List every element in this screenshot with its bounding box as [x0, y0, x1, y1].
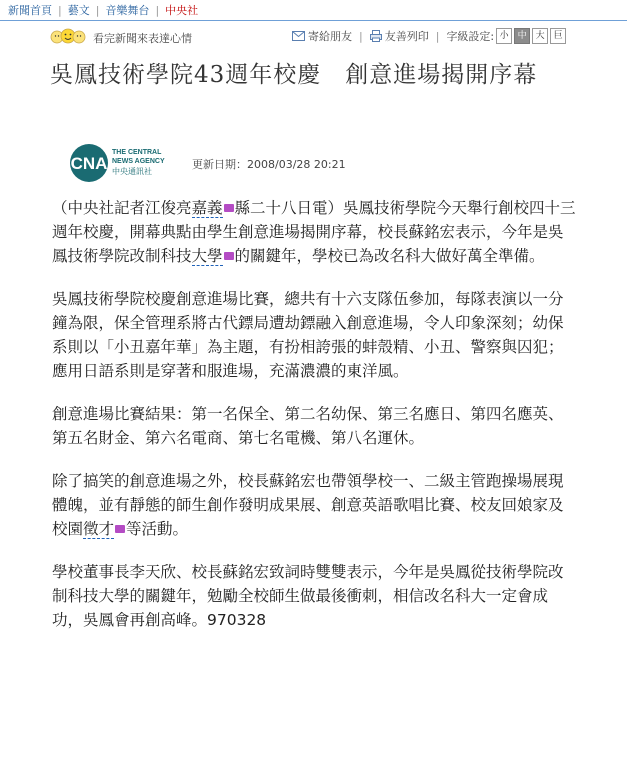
- article-tools: [292, 26, 566, 46]
- keyword-mail-icon[interactable]: [224, 252, 234, 260]
- forward-label: 寄給朋友: [308, 30, 352, 43]
- breadcrumb-separator: |: [58, 3, 62, 17]
- paragraph-text: 等活動。: [126, 520, 189, 538]
- breadcrumb-section[interactable]: 音樂舞台: [105, 4, 150, 17]
- breadcrumb-separator: |: [95, 3, 100, 17]
- printer-icon: [370, 30, 382, 42]
- article-paragraph: [52, 469, 577, 541]
- article-toolbar: [0, 24, 627, 48]
- article-paragraph: 吳鳳技術學院校慶創意進場比賽，總共有十六支隊伍參加，每隊表演以一分鐘為限，保全管理系將古代鏢局遭劫鏢融入創意進場，令人印象深刻；幼保系則以「小丑嘉年華」為主題，有扮相誇張的蚌殼精、小丑、警察與囚犯；應用日語系則是穿著和服進場，充滿濃濃的東洋風。: [52, 290, 564, 380]
- paragraph-text: 的關鍵年，學校已為改名科大做好萬全準備。: [234, 247, 545, 265]
- font-size-huge-button[interactable]: 巨: [550, 28, 566, 44]
- font-size-small-button[interactable]: 小: [496, 28, 512, 44]
- font-size-medium-button[interactable]: 中: [514, 28, 530, 44]
- divider: [0, 20, 627, 21]
- envelope-icon: [292, 31, 305, 41]
- article-paragraph: 學校董事長李天欣、校長蘇銘宏致詞時雙雙表示，今年是吳鳳從技術學院改制科技大學的關鍵年，勉勵全校師生做最後衝刺，相信改名科大一定會成功，吳鳳會再創高峰。970328: [52, 563, 564, 629]
- article-body: [52, 196, 577, 651]
- mood-faces-icon[interactable]: [50, 27, 86, 45]
- logo-text-line1: THE CENTRAL: [112, 149, 162, 156]
- forward-button[interactable]: [292, 28, 352, 44]
- breadcrumb-category[interactable]: 藝文: [67, 4, 90, 17]
- logo-text-cjk: 中央通訊社: [112, 167, 152, 176]
- keyword-link-chiayi[interactable]: 嘉義: [191, 199, 223, 217]
- breadcrumb-separator: |: [155, 3, 160, 17]
- breadcrumb: [8, 2, 198, 18]
- keyword-mail-icon[interactable]: [224, 204, 234, 212]
- article-paragraph: [52, 196, 577, 268]
- update-label: 更新日期：: [192, 158, 247, 171]
- article-headline: 吳鳳技術學院43週年校慶 創意進場揭開序幕: [50, 62, 538, 88]
- keyword-mail-icon[interactable]: [115, 525, 125, 533]
- cna-logo: [68, 142, 172, 184]
- separator: |: [435, 29, 440, 43]
- breadcrumb-home[interactable]: 新聞首頁: [8, 4, 52, 17]
- article-paragraph: 創意進場比賽結果：第一名保全、第二名幼保、第三名應日、第四名應英、第五名財金、第六名電商、第七名電機、第八名運休。: [52, 405, 564, 447]
- paragraph-text: 除了搞笑的創意進場之外，校長蘇銘宏也帶領學校一、二級主管跑操場展現體魄，並有靜態的師生創作發明成果展、創意英語歌唱比賽、校友回娘家及校園: [52, 472, 564, 538]
- keyword-link-university[interactable]: 大學: [191, 247, 223, 265]
- keyword-link-recruitment[interactable]: 徵才: [83, 520, 115, 538]
- print-label: 友善列印: [384, 30, 429, 43]
- font-size-large-button[interactable]: 大: [532, 28, 548, 44]
- breadcrumb-current[interactable]: 中央社: [165, 4, 199, 17]
- separator: |: [359, 29, 363, 43]
- paragraph-text: （中央社記者江俊亮: [52, 199, 192, 217]
- mood-feedback-link[interactable]: 看完新聞來表達心情: [93, 32, 192, 45]
- svg-text:CNA: CNA: [70, 154, 108, 173]
- logo-text-line2: NEWS AGENCY: [112, 158, 165, 165]
- print-button[interactable]: [370, 28, 429, 44]
- paragraph-text: 縣二十八日電）吳鳳技術學院今天舉行創校四十三週年校慶，開幕典點由學生創意進場揭開序幕，校長蘇銘宏表示，今年是吳鳳技術學院改制科技: [52, 199, 576, 265]
- update-time: 2008/03/28 20:21: [247, 158, 346, 171]
- font-size-label: 字級設定:: [446, 30, 495, 43]
- update-date: [192, 156, 346, 172]
